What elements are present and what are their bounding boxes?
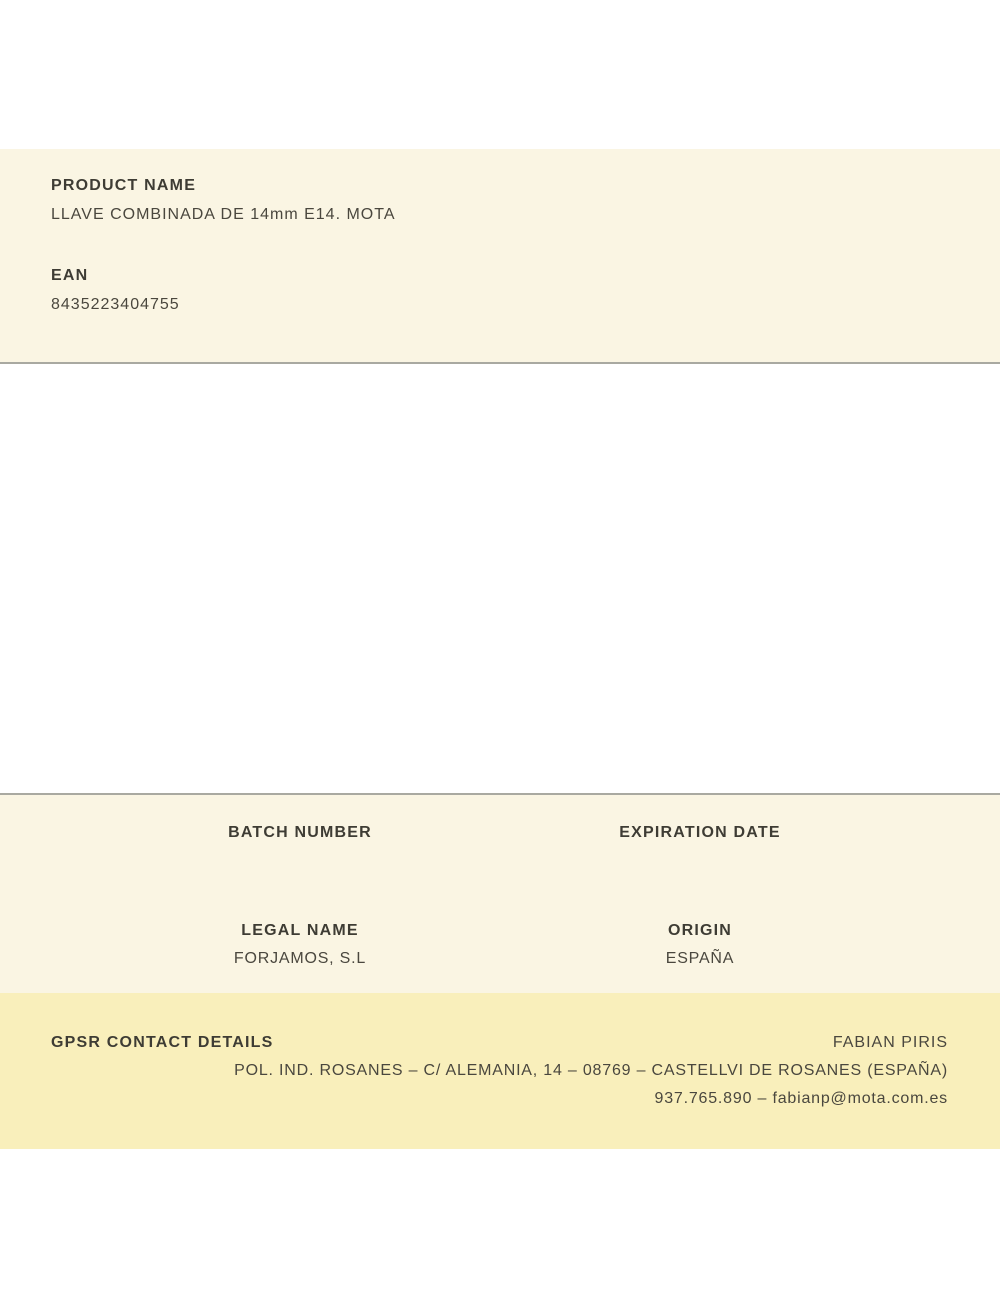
details-section bbox=[0, 793, 1000, 1021]
batch-number-column bbox=[100, 823, 500, 851]
legal-name-label: LEGAL NAME bbox=[241, 922, 359, 939]
origin-label: ORIGIN bbox=[667, 922, 733, 939]
expiration-date-label: EXPIRATION DATE bbox=[619, 824, 781, 841]
contact-header-row bbox=[51, 1029, 948, 1057]
details-info-row bbox=[100, 921, 900, 969]
contact-section bbox=[0, 993, 1000, 1149]
origin-column bbox=[500, 921, 900, 969]
ean-field bbox=[51, 266, 1000, 315]
expiration-date-column bbox=[500, 823, 900, 851]
contact-address: POL. IND. ROSANES – C/ ALEMANIA, 14 – 08769 – CASTELLVI DE ROSANES (ESPAÑA) bbox=[234, 1062, 948, 1079]
ean-label: EAN bbox=[51, 267, 89, 284]
product-name-field bbox=[51, 176, 1000, 225]
product-name-label: PRODUCT NAME bbox=[51, 177, 197, 194]
gpsr-contact-details-label: GPSR CONTACT DETAILS bbox=[51, 1034, 274, 1051]
product-name-value: LLAVE COMBINADA DE 14mm E14. MOTA bbox=[51, 206, 396, 223]
legal-name-value: FORJAMOS, S.L bbox=[233, 950, 367, 967]
origin-value: ESPAÑA bbox=[665, 950, 735, 967]
product-section bbox=[0, 149, 1000, 364]
details-header-row bbox=[100, 823, 900, 851]
contact-phone-email: 937.765.890 – fabianp@mota.com.es bbox=[654, 1090, 948, 1107]
ean-value: 8435223404755 bbox=[51, 296, 180, 313]
contact-person-name: FABIAN PIRIS bbox=[832, 1034, 948, 1051]
batch-number-label: BATCH NUMBER bbox=[228, 824, 372, 841]
legal-name-column bbox=[100, 921, 500, 969]
